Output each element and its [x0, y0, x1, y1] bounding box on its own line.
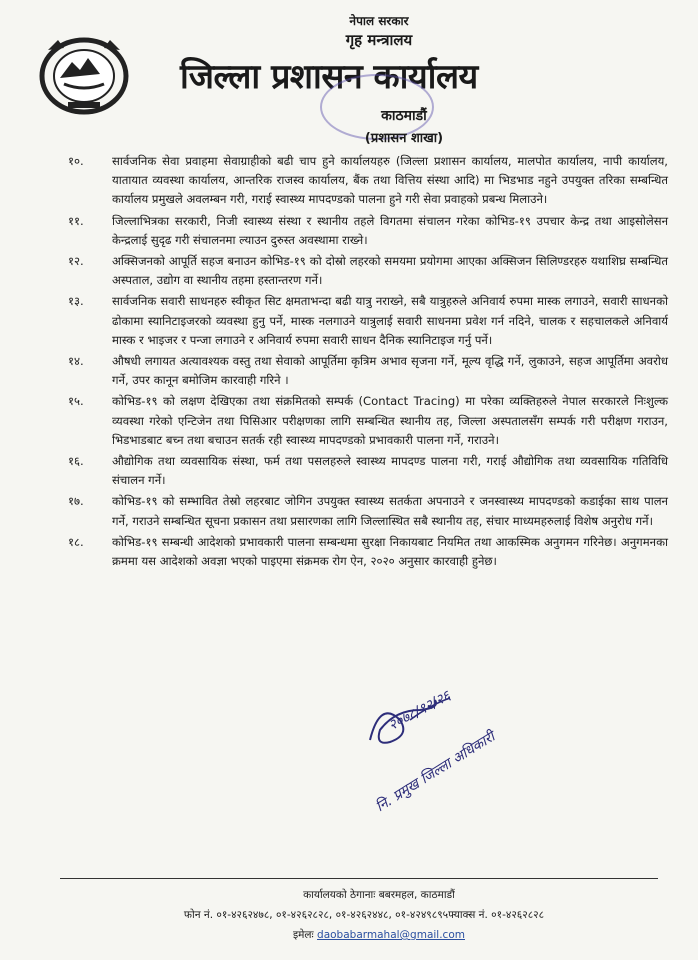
item-text: अक्सिजनको आपूर्ति सहज बनाउन कोभिड-१९ को दोस्रो लहरको समयमा प्रयोगमा आएका अक्सिजन सिलिण्डरहरु यथाशिघ्र सम्बन्धित अस्पताल, उद्योग वा स्थानीय तहमा हस्तान्तरण गर्ने।: [112, 254, 668, 288]
item-number: १३.: [68, 294, 84, 309]
office-city: काठमाडौं: [381, 108, 427, 124]
item-number: १०.: [68, 154, 84, 168]
list-item: [68, 533, 668, 571]
list-item: [68, 152, 668, 210]
item-text: जिल्लाभित्रका सरकारी, निजी स्वास्थ्य संस्था र स्थानीय तहले विगतमा संचालन गरेका कोभिड-१९ उपचार केन्द्र तथा आइसोलेसन केन्द्रलाई सुदृढ गरी संचालनमा ल्याउन दुरुस्त अवस्थामा राख्ने।: [112, 213, 668, 247]
item-text: सार्वजनिक सवारी साधनहरु स्वीकृत सिट क्षमताभन्दा बढी यात्रु नराख्ने, सबै यात्रुहरुले अनिवार्य रुपमा मास्क लगाउने, सवारी साधनको ढोकामा स्यानिटाइजरको व्यवस्था हुनु पर्ने, मास्क नलगाउने यात्रुलाई सवारी साधनमा प्रवेश गर्न नदिने, चालक र सहचालकले अनिवार्य मास्क र भाइजर र पन्जा लगाउने र अनिवार्य रुपमा सवारी साधन दैनिक स्यानिटाइज गर्नु पर्ने।: [112, 294, 668, 347]
office-address: कार्यालयको ठेगानाः बबरमहल, काठमाडौं: [303, 889, 455, 901]
office-email: [60, 928, 698, 942]
item-number: १४.: [68, 354, 84, 369]
directive-list: [68, 152, 668, 573]
office-branch: (प्रशासन शाखा): [364, 131, 444, 146]
list-item: [68, 392, 668, 450]
signatory-title: नि. प्रमुख जिल्ला अधिकारी: [373, 729, 498, 816]
office-title: जिल्ला प्रशासन कार्यालय: [180, 57, 478, 97]
footer-divider: [60, 878, 658, 879]
item-number: १५.: [68, 394, 84, 409]
email-link[interactable]: daobabarmahal@gmail.com: [317, 929, 465, 941]
list-item: [68, 452, 668, 490]
item-text: औद्योगिक तथा व्यवसायिक संस्था, फर्म तथा पसलहरुले स्वास्थ्य मापदण्ड पालना गरी, गराई औद्योगिक तथा व्यवसायिक गतिविधि संचालन गर्ने।: [112, 454, 668, 488]
item-text: कोभिड-१९ सम्बन्धी आदेशको प्रभावकारी पालना सम्बन्धमा सुरक्षा निकायबाट नियमित तथा आकस्मिक अनुगमन गरिनेछ। अनुगमनका क्रममा यस आदेशको अवज्ञा भएको पाइएमा संक्रमक रोग ऐन, २०२० अनुसार कारवाही हुनेछ।: [112, 534, 668, 569]
list-item: [68, 252, 668, 290]
item-number: १२.: [68, 254, 84, 269]
item-number: ११.: [68, 213, 84, 228]
item-text: कोभिड-१९ को लक्षण देखिएका तथा संक्रमितको सम्पर्क (Contact Tracing) मा परेका व्यक्तिहरुले नेपाल सरकारले निःशुल्क व्यवस्था गरेको एन्टिजेन तथा पिसिआर परीक्षणका लागि सम्बन्धित स्थानीय तह, जिल्ला अस्पतालसँग सम्पर्क गरी परीक्षण गराउन, भिडभाडबाट बच्न तथा बचाउन सतर्क रही स्वास्थ्य मापदण्डको प्रभावकारी पालना गर्ने, गराउने।: [112, 394, 668, 447]
item-number: १६.: [68, 454, 84, 469]
item-number: १७.: [68, 494, 84, 509]
ministry-name: गृह मन्त्रालय: [345, 31, 413, 49]
list-item: [68, 212, 668, 250]
office-phones: फोन नं. ०१-४२६२४७८, ०१-४२६२८२८, ०१-४२६२४४८, ०१-४२४९८९५फ्याक्स नं. ०१-४२६२८२८: [183, 909, 545, 921]
item-text: औषधी लगायत अत्यावश्यक वस्तु तथा सेवाको आपूर्तिमा कृत्रिम अभाव सृजना गर्ने, मूल्य वृद्धि गर्ने, लुकाउने, सहज आपूर्तिमा अवरोध गर्ने, उपर कानून बमोजिम कारवाही गरिने ।: [112, 354, 668, 388]
list-item: [68, 352, 668, 390]
list-item: [68, 292, 668, 350]
item-number: १८.: [68, 534, 84, 549]
item-text: सार्वजनिक सेवा प्रवाहमा सेवाग्राहीको बढी चाप हुने कार्यालयहरु (जिल्ला प्रशासन कार्यालय, मालपोत कार्यालय, नापी कार्यालय, यातायात व्यवस्था कार्यालय, आन्तरिक राजस्व कार्यालय, बैंक तथा वित्तिय संस्था आदि) मा भिडभाड नहुने उपयुक्त तरिका सम्बन्धित कार्यालय प्रमुखले अवलम्बन गरी, गराई स्वास्थ्य मापदण्डको पालना हुने गरी सेवा प्रवाहको प्रबन्ध मिलाउने।: [112, 154, 668, 207]
government-name: नेपाल सरकार: [349, 14, 409, 28]
email-label: इमेलः: [293, 929, 314, 941]
list-item: [68, 492, 668, 530]
item-text: कोभिड-१९ को सम्भावित तेस्रो लहरबाट जोगिन उपयुक्त स्वास्थ्य सतर्कता अपनाउने र जनस्वास्थ्य मापदण्डको कडाईका साथ पालन गर्ने, गराउने सम्बन्धित सूचना प्रकासन तथा प्रसारणका लागि जिल्लास्थित सबै स्थानीय तह, संचार माध्यमहरुलाई विशेष अनुरोध गर्ने।: [112, 494, 668, 528]
signature-date: २०७८/१२/२६: [385, 687, 454, 734]
